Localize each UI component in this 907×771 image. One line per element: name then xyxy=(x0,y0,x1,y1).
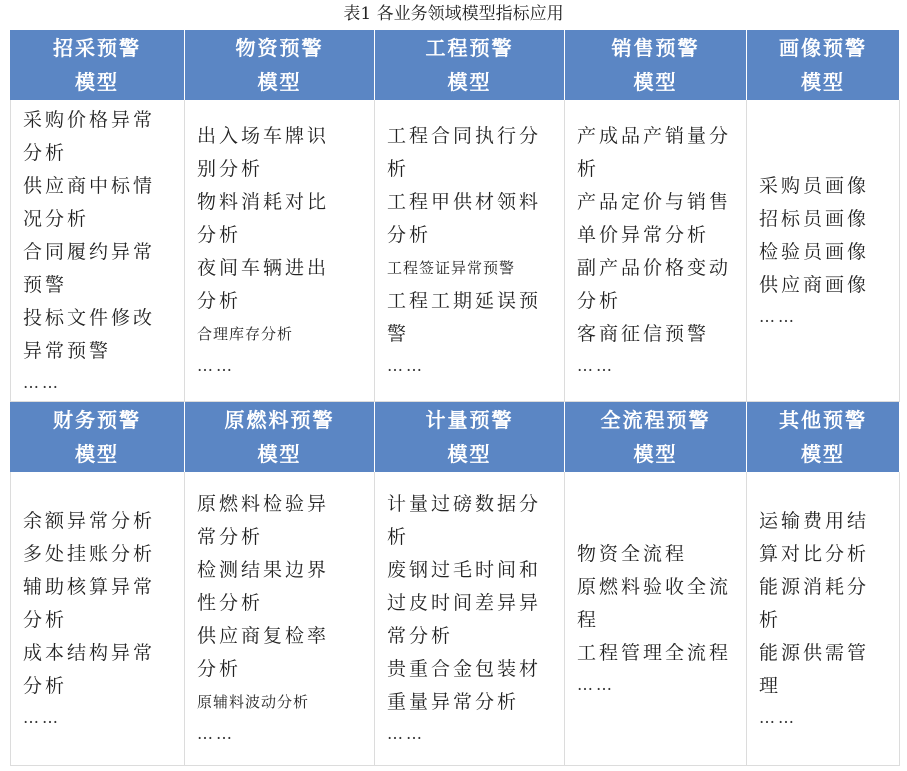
list-item: 能源消耗分 xyxy=(759,575,870,598)
list-item: 分析 xyxy=(197,658,242,680)
list-item: 物料消耗对比 xyxy=(197,191,330,213)
list-item: 分析 xyxy=(23,141,68,164)
header-other-model: 其他预警 模型 xyxy=(747,402,900,472)
list-item: 辅助核算异常 xyxy=(23,575,156,598)
ellipsis: …… xyxy=(23,372,61,392)
list-item: 析 xyxy=(387,158,410,180)
list-item: 成本结构异常 xyxy=(23,641,156,664)
list-item: 常分析 xyxy=(387,625,454,647)
list-item: 供应商中标情 xyxy=(23,174,156,197)
list-item: 分析 xyxy=(197,290,242,312)
header-full-process-model: 全流程预警 模型 xyxy=(565,402,747,472)
list-item: 分析 xyxy=(387,224,432,246)
list-item: 常分析 xyxy=(197,526,264,548)
list-item: 出入场车牌识 xyxy=(197,125,330,147)
list-item: 分析 xyxy=(23,674,68,697)
list-item: 投标文件修改 xyxy=(23,306,156,329)
ellipsis: …… xyxy=(197,356,235,375)
list-item: 过皮时间差异异 xyxy=(387,592,542,614)
list-item: 贵重合金包装材 xyxy=(387,658,542,680)
list-item: 检测结果边界 xyxy=(197,559,330,581)
list-item: 采购员画像 xyxy=(759,174,870,197)
list-item: 能源供需管 xyxy=(759,641,870,664)
list-item: 算对比分析 xyxy=(759,542,870,565)
list-item: 析 xyxy=(577,158,600,180)
cell-profile-indicators xyxy=(747,100,900,402)
list-item: 警 xyxy=(387,323,410,345)
table-caption: 表1 各业务领域模型指标应用 xyxy=(343,4,564,24)
header-sales-model: 销售预警 模型 xyxy=(565,30,747,100)
cell-sales-indicators xyxy=(565,100,747,402)
ellipsis: …… xyxy=(23,707,61,727)
header-profile-model: 画像预警 模型 xyxy=(747,30,900,100)
list-item: 产品定价与销售 xyxy=(577,191,732,213)
model-indicator-table xyxy=(10,30,900,766)
list-item: 分析 xyxy=(23,608,68,631)
ellipsis: …… xyxy=(759,306,797,326)
list-item: 合同履约异常 xyxy=(23,240,156,263)
header-procurement-model: 招采预警 模型 xyxy=(10,30,185,100)
header-finance-model: 财务预警 模型 xyxy=(10,402,185,472)
list-item: 夜间车辆进出 xyxy=(197,257,330,279)
cell-materials-indicators xyxy=(185,100,375,402)
cell-raw-fuel-indicators xyxy=(185,472,375,766)
list-item: 采购价格异常 xyxy=(23,108,156,131)
list-item: 程 xyxy=(577,608,600,631)
list-item: 合理库存分析 xyxy=(197,325,294,343)
list-item: 工程管理全流程 xyxy=(577,641,732,664)
list-item: 工程合同执行分 xyxy=(387,125,542,147)
list-item: 客商征信预警 xyxy=(577,323,710,345)
cell-metering-indicators xyxy=(375,472,565,766)
list-item: 原燃料验收全流 xyxy=(577,575,732,598)
list-item: 副产品价格变动 xyxy=(577,257,732,279)
list-item: 原辅料波动分析 xyxy=(197,693,310,711)
list-item: 分析 xyxy=(577,290,622,312)
ellipsis: …… xyxy=(387,724,425,743)
header-metering-model: 计量预警 模型 xyxy=(375,402,565,472)
list-item: 计量过磅数据分 xyxy=(387,493,542,515)
list-item: 工程工期延误预 xyxy=(387,290,542,312)
ellipsis: …… xyxy=(577,356,615,375)
list-item: 多处挂账分析 xyxy=(23,542,156,565)
header-raw-fuel-model: 原燃料预警 模型 xyxy=(185,402,375,472)
list-item: 供应商画像 xyxy=(759,273,870,296)
list-item: 重量异常分析 xyxy=(387,691,520,713)
cell-other-indicators xyxy=(747,472,900,766)
list-item: 性分析 xyxy=(197,592,264,614)
list-item: 况分析 xyxy=(23,207,90,230)
list-item: 析 xyxy=(387,526,410,548)
cell-engineering-indicators xyxy=(375,100,565,402)
ellipsis: …… xyxy=(387,356,425,375)
ellipsis: …… xyxy=(577,674,615,694)
cell-full-process-indicators xyxy=(565,472,747,766)
list-item: 检验员画像 xyxy=(759,240,870,263)
list-item: 运输费用结 xyxy=(759,509,870,532)
cell-procurement-indicators xyxy=(10,100,185,402)
list-item: 异常预警 xyxy=(23,339,112,362)
ellipsis: …… xyxy=(197,724,235,743)
list-item: 物资全流程 xyxy=(577,542,688,565)
list-item: 余额异常分析 xyxy=(23,509,156,532)
list-item: 产成品产销量分 xyxy=(577,125,732,147)
ellipsis: …… xyxy=(759,707,797,727)
cell-finance-indicators xyxy=(10,472,185,766)
list-item: 工程甲供材领料 xyxy=(387,191,542,213)
list-item: 理 xyxy=(759,674,782,697)
header-materials-model: 物资预警 模型 xyxy=(185,30,375,100)
list-item: 别分析 xyxy=(197,158,264,180)
list-item: 原燃料检验异 xyxy=(197,493,330,515)
list-item: 招标员画像 xyxy=(759,207,870,230)
list-item: 单价异常分析 xyxy=(577,224,710,246)
list-item: 供应商复检率 xyxy=(197,625,330,647)
list-item: 废钢过毛时间和 xyxy=(387,559,542,581)
list-item: 预警 xyxy=(23,273,68,296)
list-item: 析 xyxy=(759,608,782,631)
list-item: 工程签证异常预警 xyxy=(387,259,516,277)
list-item: 分析 xyxy=(197,224,242,246)
header-engineering-model: 工程预警 模型 xyxy=(375,30,565,100)
